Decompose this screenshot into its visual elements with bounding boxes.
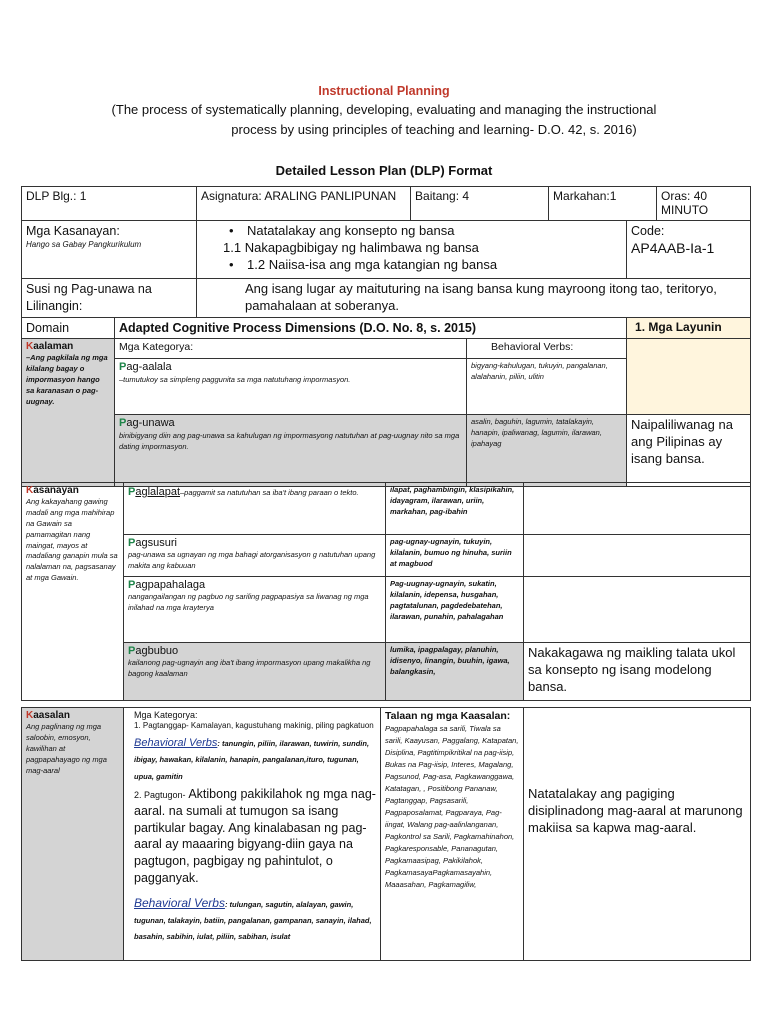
pagaalala-desc: –tumutukoy sa simpleng paggunita sa mga natutuhang impormasyon. [119, 374, 351, 384]
domain-label-cell: Domain [22, 317, 115, 339]
behav-verbs-label-2: Behavioral Verbs [134, 896, 225, 911]
markahan-cell: Markahan:1 [549, 187, 657, 221]
pagpapahalaga-rest: agpapahalaga [135, 579, 206, 591]
kaalaman-rest: aalaman [33, 341, 74, 353]
kaasalan-initial: K [26, 710, 34, 721]
kaasalan-kategorya-header: Mga Kategorya: [134, 710, 198, 720]
kaasalan-desc: Ang paglinang ng mga saloobin, emosyon, kawilihan at pagpapahayago ng mga mag-aaral [26, 722, 107, 775]
pagbubuo-desc: kailanong pag-ugnayin ang iba't ibang impormasyon upang makalikha ng bagong kaalaman [128, 658, 371, 679]
pagunawa-cell [115, 415, 467, 487]
acpd-label-cell: Adapted Cognitive Process Dimensions (D.O. No. 8, s. 2015) [115, 317, 627, 339]
kasanayan-item-3 [201, 257, 622, 274]
code-cell [627, 220, 751, 278]
kasanayan-domain-cell [22, 483, 124, 701]
kaasalan-rest: aasalan [33, 710, 70, 721]
document-subtitle-line1: (The process of systematically planning, developing, evaluating and managing the instructional [111, 102, 657, 117]
kasanayan-desc: Ang kakayahang gawing madali ang mga mahihirap na Gawain sa pamamagitan nang maingat, mayos at madaliang ganapin mula sa nalalaman na, pagsasanay at mga Gawain. [26, 497, 118, 583]
dlp-table-1 [21, 186, 751, 487]
kasanayan-list-cell [197, 220, 627, 278]
behav-verbs-label-1: Behavioral Verbs [134, 736, 218, 749]
pagsusuri-initial: P [128, 537, 136, 549]
dlp-format-heading: Detailed Lesson Plan (DLP) Format [275, 163, 493, 178]
pagbubuo-rest: agbubuo [135, 645, 179, 657]
pagpapahalaga-layunin [524, 577, 751, 643]
baitang-cell: Baitang: 4 [411, 187, 549, 221]
kaasalan-kategorya-cell [124, 708, 381, 961]
dlp-table-2 [21, 482, 751, 701]
susi-label-cell: Susi ng Pag-unawa na Lilinangin: [22, 278, 197, 317]
pagunawa-initial: P [119, 417, 127, 430]
pagaalala-verbs: bigyang-kahulugan, tukuyin, pangalanan, alalahanin, piliin, ulitin [467, 359, 627, 415]
behav-verbs-2: : tulungan, sagutin, alalayan, gawin, tugunan, talakayin, batiin, pangalanan, gampanan, sanayin, ilahad, basahin, sabihin, iulat, piliin, sabihan, isulat [134, 900, 372, 942]
verbs-header: Behavioral Verbs: [467, 339, 627, 359]
paglalapat-cell [124, 483, 386, 535]
document-subtitle-line2: process by using principles of teaching and learning- D.O. 42, s. 2016) [231, 122, 637, 137]
kasanayan-initial: K [26, 485, 34, 496]
pagbubuo-cell [124, 643, 386, 701]
paglalapat-rest: aglalapat [135, 486, 180, 498]
pagaalala-cell [115, 359, 467, 415]
dlp-blg-cell: DLP Blg.: 1 [22, 187, 197, 221]
dlp-table-3 [21, 707, 751, 961]
kategorya-header: Mga Kategorya: [115, 339, 467, 359]
kaasalan-layunin: Natatalakay ang pagiging disiplinadong mag-aaral at marunong makiisa sa kapwa mag-aaral. [528, 786, 743, 835]
kasanayan-source: Hango sa Gabay Pangkurikulum [26, 239, 142, 249]
paglalapat-verbs: ilapat, paghambingin, klasipikahin, idayagram, ilarawan, uriin, markahan, pag-ibahin [386, 483, 524, 535]
pagbubuo-layunin: Nakakagawa ng maikling talata ukol sa konsepto ng isang modelong bansa. [524, 643, 751, 701]
pagunawa-desc: binibigyang diin ang pag-unawa sa kahulugan ng impormasyong natutuhan at pag-uugnay nito sa mga dating impormasyon. [119, 430, 460, 451]
kaasalan-layunin-cell [524, 708, 751, 961]
pagpapahalaga-initial: P [128, 579, 136, 591]
document-title: Instructional Planning [318, 84, 450, 98]
pagsusuri-desc: pag-unawa sa ugnayan ng mga bahagi atorganisasyon g natutuhan upang makita ang kabuuan [128, 550, 376, 571]
oras-cell: Oras: 40 MINUTO [657, 187, 751, 221]
kaalaman-domain-cell [22, 339, 115, 487]
pagbubuo-verbs: lumika, ipagpalagay, planuhin, idisenyo, linangin, buuhin, igawa, balangkasin, [386, 643, 524, 701]
kaalaman-layunin: Naipaliliwanag na ang Pilipinas ay isang bansa. [627, 415, 751, 487]
kasanayan-item-3-text: 1.2 Naiisa-isa ang mga katangian ng bansa [247, 256, 498, 272]
kasanayan-rest: asanayan [33, 485, 79, 496]
paglalapat-desc: –paggamit sa natutuhan sa iba't ibang paraan o tekto. [180, 488, 359, 497]
kasanayan-item-1: • Natatalakay ang konsepto ng bansa [201, 223, 622, 240]
kasanayan-label-cell [22, 220, 197, 278]
behav-verbs-1: : tanungin, piliin, ilarawan, tuwirin, sundin, ibigay, hawakan, kilalanin, hanapin, pangalanan,ituro, tugunan, upua, gamitin [134, 738, 370, 781]
talaan-header: Talaan ng mga Kaasalan: [385, 710, 511, 722]
kaalaman-desc: –Ang pagkilala ng mga kilalang bagay o impormasyon hango sa karanasan o pag-uugnay. [26, 353, 108, 406]
pagaalala-rest: ag-aalala [126, 361, 172, 374]
pagsusuri-cell [124, 535, 386, 577]
asignatura-cell: Asignatura: ARALING PANLIPUNAN [197, 187, 411, 221]
pagsusuri-layunin [524, 535, 751, 577]
talaan-cell [381, 708, 524, 961]
pagpapahalaga-desc: nangangailangan ng pagbuo ng sariling pagpapasiya sa liwanag ng mga inilahad na mga krayterya [128, 592, 369, 613]
susi-text-cell: Ang isang lugar ay maituturing na isang bansa kung mayroong itong tao, teritoryo, pamahalaan at soberanya. [197, 278, 751, 317]
kaasalan-domain-cell [22, 708, 124, 961]
pagpapahalaga-cell [124, 577, 386, 643]
item2-label: 2. Pagtugon- [134, 789, 186, 800]
kaalaman-layunin-top [627, 339, 751, 415]
pagunawa-rest: ag-unawa [126, 417, 175, 430]
pagpapahalaga-verbs: Pag-uugnay-ugnayin, sukatin, kilalanin, idepensa, husgahan, pagtatalunan, pagdedebatehan, ilarawan, punahin, pahalagahan [386, 577, 524, 643]
code-value: AP4AAB-Ia-1 [631, 239, 715, 256]
pagaalala-initial: P [119, 361, 127, 374]
kaalaman-initial: K [26, 341, 34, 353]
layunin-header-cell: 1. Mga Layunin [627, 317, 751, 339]
paglalapat-initial: P [128, 486, 136, 498]
pagsusuri-verbs: pag-ugnay-ugnayin, tukuyin, kilalanin, bumuo ng hinuha, suriin at magbuod [386, 535, 524, 577]
pagbubuo-initial: P [128, 645, 136, 657]
pagsusuri-rest: agsusuri [135, 537, 177, 549]
kasanayan-item-2: 1.1 Nakapagbibigay ng halimbawa ng bansa [223, 239, 479, 255]
paglalapat-layunin [524, 483, 751, 535]
pagunawa-verbs: asalin, baguhin, lagumin, tatalakayin, hanapin, ipaliwanag, lagumin, ilarawan, ipahayag [467, 415, 627, 487]
item2-text: Aktibong pakikilahok ng mga nag-aaral. na sumali at tumugon sa isang partikular bagay. Ang kinalabasan ng pag-aaral ay maaaring bigyang-diin gaya na pagtugon, pagbigay ng pahintulot, o pagganyak. [134, 786, 376, 886]
code-label: Code: [631, 223, 665, 238]
kasanayan-label: Mga Kasanayan: [26, 223, 120, 238]
talaan-text: Pagpapahalaga sa sarili, Tiwala sa sarili, Kaayusan, Paggalang, Katapatan, Disiplina, Pagtitimpikritikal na pag-iisip, Bukas na Pag-iisip, Interes, Magalang, Pagsunod, Pag-asa, Pagkawanggawa, Katatagan, , Positibong Pananaw, Pagtanggap, Pagsasarili, Pagpaposalamat, Pagparaya, Pag-iingat, Walang pag-aalinlanganan, Pagkontrol sa Sarili, Pagkamahinahon, Pagkaresponsable, Pananagutan, Pagkamaasipag, Pakikilahok, PagkamasayaPagkamasayahin, Maaasahan, Pagkamagiliw, [385, 723, 519, 889]
kaasalan-item1: 1. Pagtanggap- Kamalayan, kagustuhang makinig, piling pagkatuon [134, 720, 374, 730]
